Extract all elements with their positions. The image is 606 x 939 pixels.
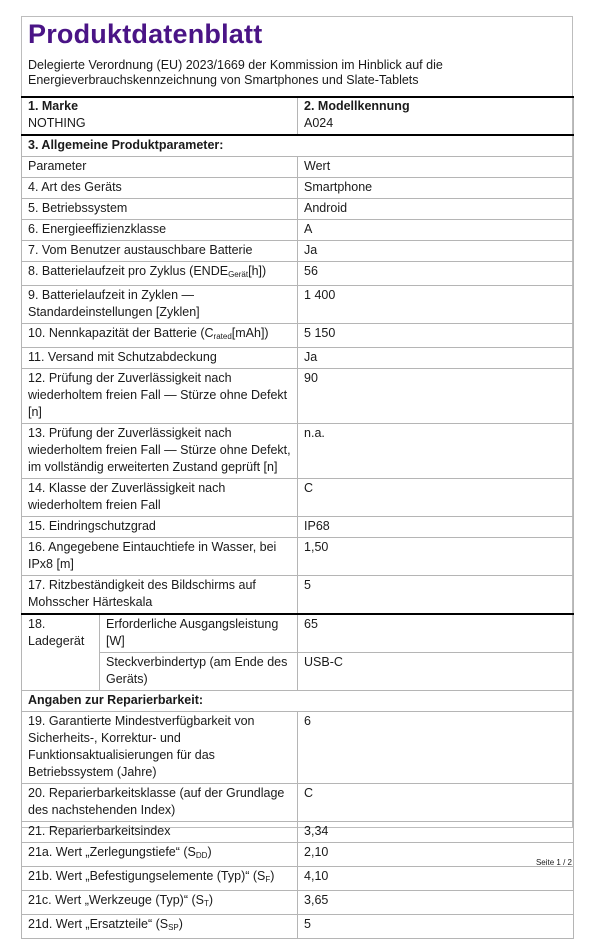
param-row [22, 286, 574, 324]
param-label: 13. Prüfung der Zuverlässigkeit nach wiederholtem freien Fall — Stürze ohne Defekt, im vollständig erweiterten Zustand geprüft [n] [22, 424, 298, 479]
brand-label: 1. Marke [28, 99, 79, 113]
repair-row [22, 822, 574, 843]
page-number: Seite 1 / 2 [535, 858, 572, 867]
param-value: 1 400 [298, 286, 574, 324]
param-value: n.a. [298, 424, 574, 479]
sub-value: 4,10 [298, 867, 574, 891]
param-label: 16. Angegebene Eintauchtiefe in Wasser, bei IPx8 [m] [22, 538, 298, 576]
charger-connector-label: Steckverbindertyp (am Ende des Geräts) [100, 653, 298, 691]
param-value: 56 [298, 262, 574, 286]
repair-value: 3,34 [298, 822, 574, 843]
param-label: 6. Energieeffizienzklasse [22, 220, 298, 241]
regulation-subtitle: Delegierte Verordnung (EU) 2023/1669 der Kommission im Hinblick auf die Energieverbrauchskennzeichnung von Smartphones und Slate-Tablets [28, 58, 443, 87]
param-row [22, 324, 574, 348]
charger-label: 18. Ladegerät [22, 614, 100, 691]
param-value: A [298, 220, 574, 241]
label-text: 21c. Wert „Werkzeuge (Typ)“ (S [28, 893, 204, 907]
repair-sub-rows [22, 843, 574, 939]
sub-label [22, 843, 298, 867]
repair-label: 21. Reparierbarkeitsindex [22, 822, 298, 843]
label-subscript: T [203, 899, 209, 908]
param-row [22, 369, 574, 424]
sub-row [22, 867, 574, 891]
param-value: Android [298, 199, 574, 220]
sub-row [22, 891, 574, 915]
label-subscript: F [265, 875, 271, 884]
param-row [22, 241, 574, 262]
sub-value: 3,65 [298, 891, 574, 915]
label-text-end: ) [178, 917, 183, 931]
param-row [22, 517, 574, 538]
label-text-end: [mAh]) [231, 326, 269, 340]
param-label: 7. Vom Benutzer austauschbare Batterie [22, 241, 298, 262]
repair-heading-row [22, 691, 574, 712]
label-text-end: ) [270, 869, 275, 883]
repair-label: 19. Garantierte Mindestverfügbarkeit von Sicherheits-, Korrektur- und Funktionsaktualisierungen für das Betriebssystem (Jahre) [22, 712, 298, 784]
repair-value: C [298, 784, 574, 822]
label-subscript: Gerät [228, 270, 249, 279]
sub-label [22, 867, 298, 891]
sub-value: 5 [298, 915, 574, 939]
param-row [22, 576, 574, 615]
model-value: A024 [304, 116, 334, 130]
param-label: 15. Eindringschutzgrad [22, 517, 298, 538]
param-value: Smartphone [298, 178, 574, 199]
param-row [22, 538, 574, 576]
page-title: Produktdatenblatt [28, 19, 263, 49]
label-text: 21d. Wert „Ersatzteile“ (S [28, 917, 169, 931]
parameter-rows [22, 178, 574, 615]
param-row [22, 199, 574, 220]
repair-value: 6 [298, 712, 574, 784]
model-label: 2. Modellkennung [304, 99, 410, 113]
param-row [22, 424, 574, 479]
param-value: 1,50 [298, 538, 574, 576]
param-label: 4. Art des Geräts [22, 178, 298, 199]
param-label: 12. Prüfung der Zuverlässigkeit nach wiederholtem freien Fall — Stürze ohne Defekt [n] [22, 369, 298, 424]
label-text: 21a. Wert „Zerlegungstiefe“ (S [28, 845, 196, 859]
label-text-end: ) [208, 893, 214, 907]
column-header-row [22, 157, 574, 178]
sub-row [22, 915, 574, 939]
sub-label [22, 915, 298, 939]
charger-connector-row [22, 653, 574, 691]
sub-label [22, 891, 298, 915]
charger-power-label: Erforderliche Ausgangsleistung [W] [100, 614, 298, 653]
param-value: 90 [298, 369, 574, 424]
general-heading-row [22, 135, 574, 157]
label-text-end: [h]) [248, 264, 267, 278]
param-row [22, 262, 574, 286]
label-subscript: rated [213, 332, 232, 341]
general-heading: 3. Allgemeine Produktparameter: [22, 135, 574, 157]
repair-label: 20. Reparierbarkeitsklasse (auf der Grundlage des nachstehenden Index) [22, 784, 298, 822]
col-value-header: Wert [298, 157, 574, 178]
param-value: 5 150 [298, 324, 574, 348]
charger-power-value: 65 [298, 614, 574, 653]
param-label: 11. Versand mit Schutzabdeckung [22, 348, 298, 369]
sub-value: 2,10 [298, 843, 574, 867]
charger-row [22, 614, 574, 653]
param-value: C [298, 479, 574, 517]
brand-model-row [22, 97, 574, 135]
repair-heading: Angaben zur Reparierbarkeit: [22, 691, 574, 712]
sub-row [22, 843, 574, 867]
param-row [22, 220, 574, 241]
param-label [22, 262, 298, 286]
repair-rows [22, 712, 574, 843]
repair-row [22, 784, 574, 822]
label-text-end: ) [207, 845, 212, 859]
label-text: 10. Nennkapazität der Batterie (C [28, 326, 214, 340]
brand-value: NOTHING [28, 116, 86, 130]
brand-cell [22, 97, 298, 135]
param-row [22, 178, 574, 199]
param-value: IP68 [298, 517, 574, 538]
label-subscript: DD [195, 851, 208, 860]
param-label: 9. Batterielaufzeit in Zyklen — Standardeinstellungen [Zyklen] [22, 286, 298, 324]
label-text: 21b. Wert „Befestigungselemente (Typ)“ (S [28, 869, 266, 883]
repair-row [22, 712, 574, 784]
product-data-table [21, 96, 574, 939]
label-subscript: SP [168, 923, 179, 932]
param-value: Ja [298, 348, 574, 369]
param-label [22, 324, 298, 348]
label-text: 8. Batterielaufzeit pro Zyklus (ENDE [28, 264, 229, 278]
param-row [22, 479, 574, 517]
param-row [22, 348, 574, 369]
param-value: 5 [298, 576, 574, 615]
param-label: 17. Ritzbeständigkeit des Bildschirms auf Mohsscher Härteskala [22, 576, 298, 615]
charger-connector-value: USB-C [298, 653, 574, 691]
param-label: 14. Klasse der Zuverlässigkeit nach wiederholtem freien Fall [22, 479, 298, 517]
param-value: Ja [298, 241, 574, 262]
param-label: 5. Betriebssystem [22, 199, 298, 220]
col-param-header: Parameter [22, 157, 298, 178]
model-cell [298, 97, 574, 135]
